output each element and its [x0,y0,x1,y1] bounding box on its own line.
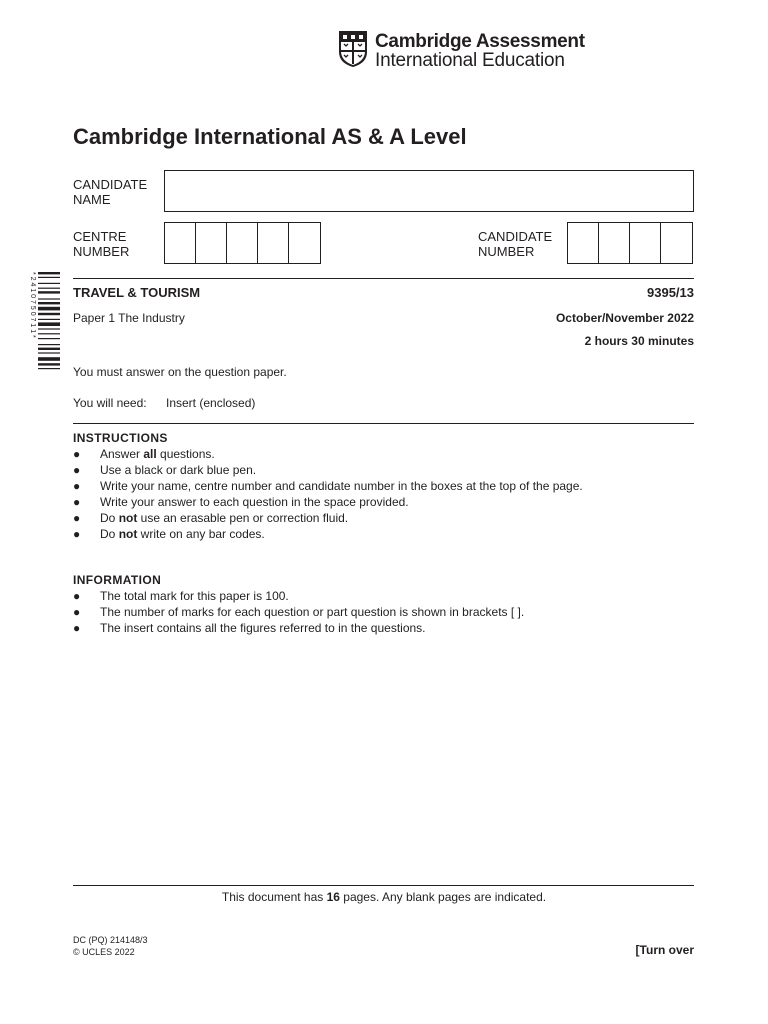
barcode-bar [38,313,60,315]
candidate-number-label-line2: NUMBER [478,244,535,259]
list-item: ● Write your answer to each question in the space provided. [73,495,409,509]
bullet-icon: ● [73,511,81,525]
instructions-heading: INSTRUCTIONS [73,431,168,445]
bullet-icon: ● [73,495,81,509]
candidate-number-boxes [567,222,693,264]
barcode-bar [38,348,60,350]
you-will-need-value: Insert (enclosed) [166,396,256,410]
barcode-bar [38,302,60,304]
instructions-list [73,446,583,542]
bullet-icon: ● [73,621,81,635]
bullet-icon: ● [73,527,81,541]
list-item: ● Write your name, centre number and candidate number in the boxes at the top of the page. [73,479,583,493]
document-reference [73,934,148,958]
candidate-number-digit-box[interactable] [599,223,630,263]
barcode-bar [38,322,60,326]
candidate-name-label [73,177,147,207]
divider-top [73,278,694,279]
list-item: ● The insert contains all the figures referred to in the questions. [73,621,426,635]
candidate-name-label-line2: NAME [73,192,111,207]
centre-number-label [73,229,129,259]
subject-title: TRAVEL & TOURISM [73,285,201,300]
bullet-icon: ● [73,589,81,603]
barcode-bar [38,307,60,311]
candidate-name-box[interactable] [164,170,694,212]
candidate-name-label-line1: CANDIDATE [73,177,148,192]
centre-number-label-line2: NUMBER [73,244,130,259]
centre-number-label-line1: CENTRE [73,229,127,244]
copyright: © UCLES 2022 [73,947,135,957]
barcode-bar [38,333,60,334]
logo-line-2: International Education [375,50,565,71]
bullet-icon: ● [73,479,81,493]
barcode-bar [38,368,60,369]
list-item: ● Do not use an erasable pen or correction fluid. [73,511,349,525]
list-item: ● The number of marks for each question or part question is shown in brackets [ ]. [73,605,525,619]
document-code: DC (PQ) 214148/3 [73,935,148,945]
barcode-bar [38,352,60,353]
barcode-digits: * 2 4 1 0 7 5 0 7 1 1 * [29,272,36,338]
barcode-bar [38,283,60,284]
bullet-icon: ● [73,447,81,461]
barcode-bar [38,277,60,278]
list-item: ● Use a black or dark blue pen. [73,463,257,477]
barcode-bar [38,328,60,329]
barcode-bar [38,338,60,339]
barcode-bar [38,288,60,289]
barcode-bar [38,291,60,293]
centre-number-digit-box[interactable] [227,223,258,263]
cambridge-logo [338,30,588,72]
centre-number-digit-box[interactable] [258,223,289,263]
logo-line-1: Cambridge Assessment [375,31,585,52]
barcode-bar [38,363,60,365]
cambridge-crest-icon [338,30,368,68]
bullet-icon: ● [73,605,81,619]
barcode-bar [38,357,60,361]
candidate-number-digit-box[interactable] [661,223,692,263]
list-item: ● Do not write on any bar codes. [73,527,265,541]
page-count-note: This document has 16 pages. Any blank pages are indicated. [221,890,547,904]
paper-title: Paper 1 The Industry [73,311,185,325]
information-list [73,588,524,636]
list-item: ● The total mark for this paper is 100. [73,589,289,603]
side-barcode [28,272,62,412]
syllabus-code: 9395/13 [647,285,694,300]
you-will-need-label: You will need: [73,396,147,410]
turn-over-note: [Turn over [635,943,694,957]
candidate-number-digit-box[interactable] [568,223,599,263]
centre-number-boxes [164,222,321,264]
page-count: 16 [326,890,340,904]
candidate-number-digit-box[interactable] [630,223,661,263]
barcode-bar [38,272,60,274]
exam-duration: 2 hours 30 minutes [584,334,694,348]
candidate-number-label [478,229,552,259]
exam-session: October/November 2022 [555,311,694,325]
list-item: ● Answer all questions. [73,447,215,461]
answer-on-paper-note: You must answer on the question paper. [73,365,287,379]
qualification-title: Cambridge International AS & A Level [73,124,467,149]
barcode-bar [38,344,60,345]
candidate-number-label-line1: CANDIDATE [478,229,553,244]
bullet-icon: ● [73,463,81,477]
centre-number-digit-box[interactable] [196,223,227,263]
information-heading: INFORMATION [73,573,162,587]
centre-number-digit-box[interactable] [289,223,320,263]
centre-number-digit-box[interactable] [165,223,196,263]
divider-footer [73,885,694,886]
divider-middle [73,423,694,424]
barcode-bar [38,298,60,299]
barcode-bar [38,319,60,320]
